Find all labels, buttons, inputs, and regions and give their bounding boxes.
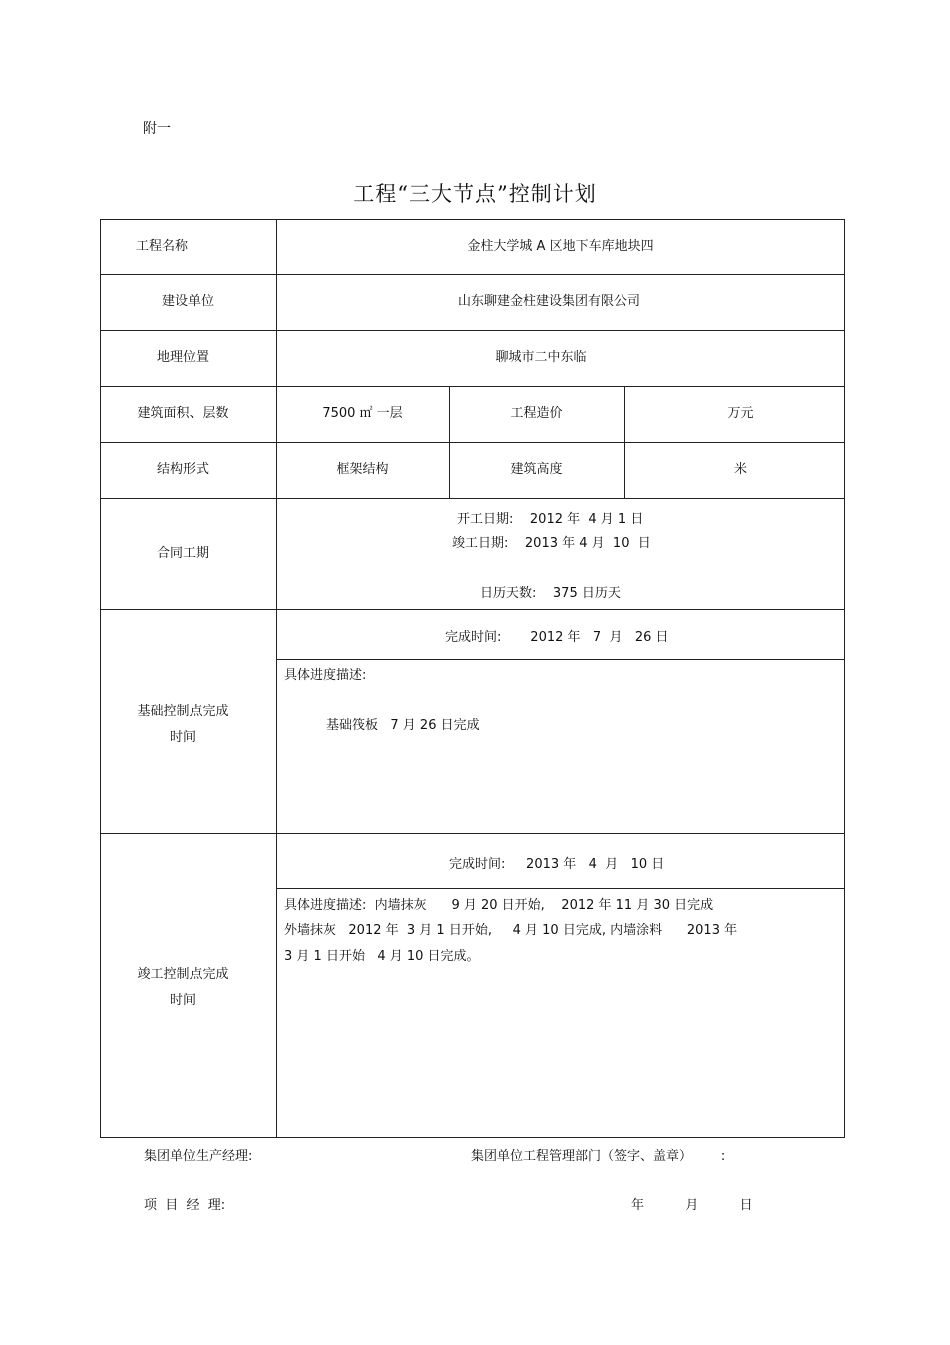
attachment-label: 附一 [143, 121, 171, 137]
contract-label: 合同工期 [156, 545, 209, 561]
completion-desc-line2: 外墙抹灰 2012 年 3 月 1 日开始, 4 月 10 日完成, 内墙涂料 2013 年 [284, 923, 738, 938]
foundation-desc-text: 基础筏板 7 月 26 日完成 [326, 718, 480, 733]
date-label: 年 月 日 [631, 1198, 753, 1213]
completion-label-line1: 竣工控制点完成 [137, 967, 229, 982]
production-manager-label: 集团单位生产经理: [144, 1149, 253, 1164]
cost-label: 工程造价 [510, 406, 563, 421]
cost-value: 万元 [727, 406, 754, 421]
foundation-label-line2: 时间 [169, 730, 196, 745]
area-value: 7500 ㎡ 一层 [322, 406, 403, 421]
project-name-label: 工程名称 [135, 238, 188, 254]
completion-desc-line1: 具体进度描述: 内墙抹灰 9 月 20 日开始, 2012 年 11 月 30 日完成 [284, 898, 714, 913]
contract-end: 竣工日期: 2013 年 4 月 10 日 [452, 536, 651, 551]
contract-start: 开工日期: 2012 年 4 月 1 日 [457, 512, 644, 527]
location-value: 聊城市二中东临 [495, 350, 587, 365]
structure-label: 结构形式 [156, 462, 209, 477]
completion-time: 完成时间: 2013 年 4 月 10 日 [449, 857, 665, 872]
completion-label-line2: 时间 [169, 993, 196, 1008]
height-value: 米 [733, 462, 747, 477]
height-label: 建筑高度 [510, 462, 563, 477]
row-divider [100, 833, 845, 834]
row-divider [276, 659, 845, 660]
foundation-desc-label: 具体进度描述: [284, 668, 367, 683]
dept-signature-label: 集团单位工程管理部门（签字、盖章） : [471, 1149, 726, 1164]
builder-label: 建设单位 [161, 294, 214, 309]
structure-value: 框架结构 [336, 462, 389, 477]
contract-days: 日历天数: 375 日历天 [480, 586, 621, 601]
row-divider [276, 888, 845, 889]
foundation-completion: 完成时间: 2012 年 7 月 26 日 [445, 630, 669, 645]
foundation-label-line1: 基础控制点完成 [137, 704, 229, 719]
completion-label [100, 962, 266, 1014]
project-manager-label: 项 目 经 理: [144, 1198, 226, 1213]
project-name-value: 金柱大学城 A 区地下车库地块四 [467, 238, 654, 254]
completion-desc-line3: 3 月 1 日开始 4 月 10 日完成。 [284, 949, 480, 964]
area-label: 建筑面积、层数 [137, 406, 229, 421]
location-label: 地理位置 [156, 350, 209, 365]
row-divider [100, 609, 845, 610]
page-title: 工程“三大节点”控制计划 [353, 182, 597, 206]
foundation-label [100, 699, 266, 751]
builder-value: 山东聊建金柱建设集团有限公司 [457, 294, 640, 309]
